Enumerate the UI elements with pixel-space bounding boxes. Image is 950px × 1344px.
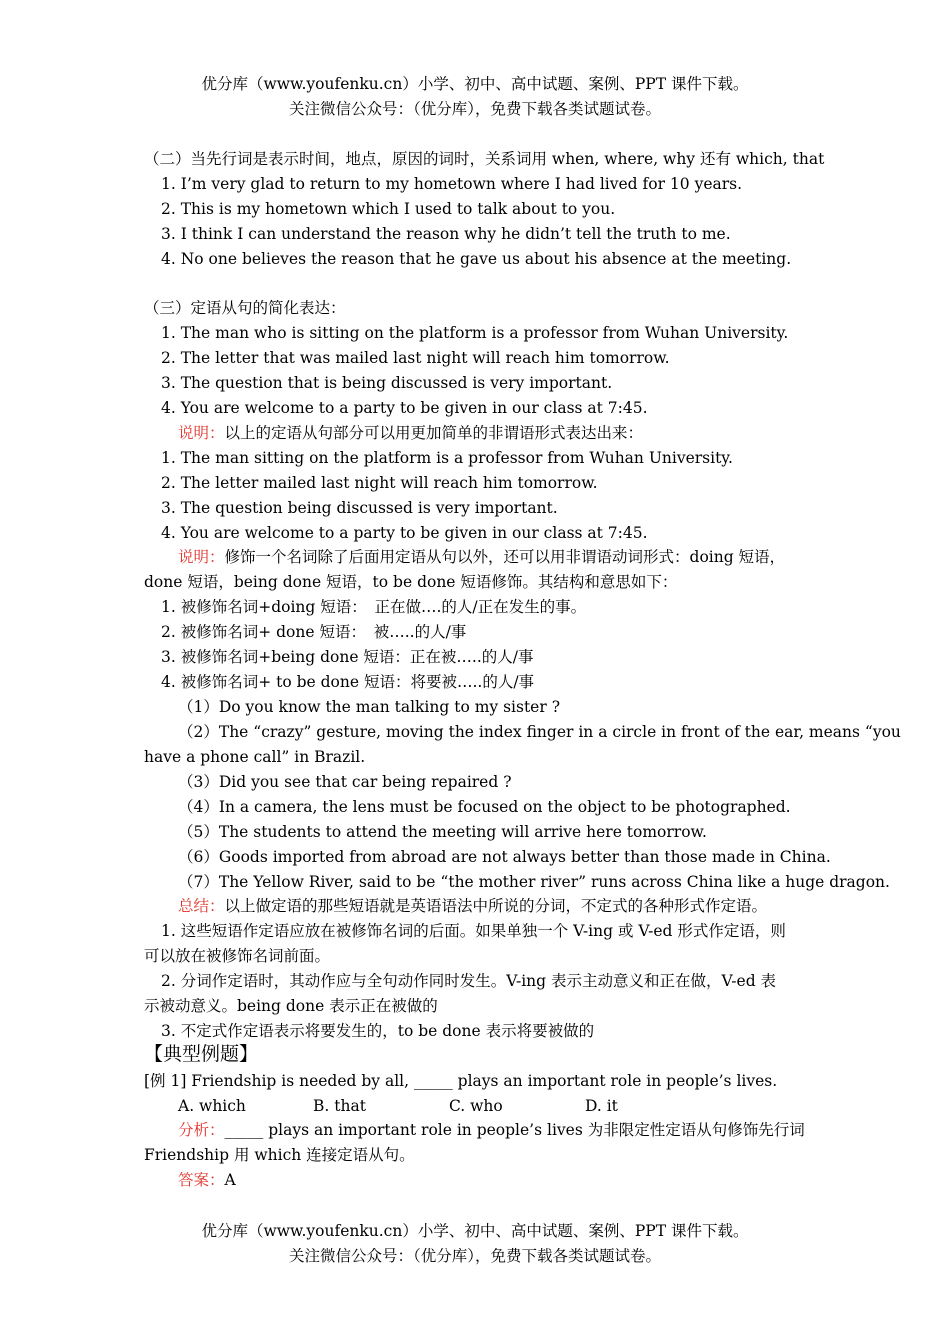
structure-item: 2. 被修饰名词+ done 短语： 被…..的人/事 — [161, 623, 467, 641]
section-3-item: 2. The letter that was mailed last night will reach him tomorrow. — [161, 349, 670, 367]
analysis-label: 分析： — [178, 1121, 225, 1139]
section-2-item: 1. I’m very glad to return to my hometown where I had lived for 10 years. — [161, 175, 743, 193]
section-3-item: 4. You are welcome to a party to be given in our class at 7:45. — [161, 399, 648, 417]
note-label: 说明： — [178, 548, 225, 566]
rule-line: 示被动意义。being done 表示正在被做的 — [144, 997, 438, 1015]
footer-line-2: 关注微信公众号：（优分库），免费下载各类试题试卷。 — [288, 1247, 661, 1265]
answer-value: A — [224, 1171, 236, 1189]
option-c: C. who — [449, 1097, 503, 1115]
example-sentence: （2）The “crazy” gesture, moving the index finger in a circle in front of the ear, means “you — [178, 723, 901, 741]
section-3-item: 1. The man who is sitting on the platform is a professor from Wuhan University. — [161, 324, 789, 342]
rule-line: 1. 这些短语作定语应放在被修饰名词的后面。如果单独一个 V-ing 或 V-ed 形式作定语，则 — [161, 922, 786, 940]
simplified-item: 3. The question being discussed is very important. — [161, 499, 558, 517]
example-sentence: （1）Do you know the man talking to my sister ? — [178, 698, 560, 716]
section-2-item: 2. This is my hometown which I used to talk about to you. — [161, 200, 616, 218]
analysis — [178, 1120, 805, 1140]
section-3-title: （三）定语从句的简化表达： — [144, 299, 346, 317]
note-label: 说明： — [178, 424, 225, 442]
section-2-item: 4. No one believes the reason that he gave us about his absence at the meeting. — [161, 250, 792, 268]
note-2 — [178, 547, 785, 567]
rule-line: 2. 分词作定语时，其动作应与全句动作同时发生。V-ing 表示主动意义和正在做，V-ed 表 — [161, 972, 777, 990]
option-b: B. that — [313, 1097, 366, 1115]
example-sentence-continued: have a phone call” in Brazil. — [144, 748, 366, 766]
rule-line: 3. 不定式作定语表示将要发生的，to be done 表示将要被做的 — [161, 1022, 595, 1040]
footer-line-1: 优分库（www.youfenku.cn）小学、初中、高中试题、案例、PPT 课件下载。 — [201, 1222, 749, 1240]
section-2-item: 3. I think I can understand the reason why he didn’t tell the truth to me. — [161, 225, 731, 243]
note-2-continued: done 短语，being done 短语，to be done 短语修饰。其结构和意思如下： — [144, 573, 678, 591]
option-d: D. it — [585, 1097, 618, 1115]
summary-label: 总结： — [178, 897, 225, 915]
example-question: [例 1] Friendship is needed by all, _____ plays an important role in people’s lives. — [144, 1072, 778, 1090]
structure-item: 1. 被修饰名词+doing 短语： 正在做….的人/正在发生的事。 — [161, 598, 587, 616]
example-sentence: （7）The Yellow River, said to be “the mother river” runs across China like a huge dragon. — [178, 873, 890, 891]
section-2-title: （二）当先行词是表示时间，地点，原因的词时，关系词用 when, where, why 还有 which, that — [144, 150, 825, 168]
simplified-item: 4. You are welcome to a party to be given in our class at 7:45. — [161, 524, 648, 542]
answer — [178, 1170, 236, 1190]
example-sentence: （4）In a camera, the lens must be focused on the object to be photographed. — [178, 798, 791, 816]
note-text: 以上的定语从句部分可以用更加简单的非谓语形式表达出来： — [224, 424, 644, 442]
example-sentence: （6）Goods imported from abroad are not always better than those made in China. — [178, 848, 831, 866]
example-sentence: （5）The students to attend the meeting will arrive here tomorrow. — [178, 823, 707, 841]
option-a: A. which — [178, 1097, 246, 1115]
section-3-item: 3. The question that is being discussed is very important. — [161, 374, 613, 392]
rule-line: 可以放在被修饰名词前面。 — [144, 947, 331, 965]
note-text: 修饰一个名词除了后面用定语从句以外，还可以用非谓语动词形式：doing 短语， — [224, 548, 786, 566]
analysis-text: _____ plays an important role in people’s lives 为非限定性定语从句修饰先行词 — [224, 1121, 805, 1139]
typical-examples-title: 【典型例题】 — [144, 1043, 259, 1065]
structure-item: 4. 被修饰名词+ to be done 短语：将要被…..的人/事 — [161, 673, 535, 691]
structure-item: 3. 被修饰名词+being done 短语：正在被…..的人/事 — [161, 648, 534, 666]
header-line-1: 优分库（www.youfenku.cn）小学、初中、高中试题、案例、PPT 课件下载。 — [201, 75, 749, 93]
summary — [178, 896, 767, 916]
example-sentence: （3）Did you see that car being repaired ? — [178, 773, 512, 791]
simplified-item: 2. The letter mailed last night will reach him tomorrow. — [161, 474, 598, 492]
simplified-item: 1. The man sitting on the platform is a professor from Wuhan University. — [161, 449, 733, 467]
note-1 — [178, 423, 643, 443]
summary-text: 以上做定语的那些短语就是英语语法中所说的分词，不定式的各种形式作定语。 — [224, 897, 768, 915]
analysis-continued: Friendship 用 which 连接定语从句。 — [144, 1146, 415, 1164]
header-line-2: 关注微信公众号：（优分库），免费下载各类试题试卷。 — [288, 100, 661, 118]
answer-label: 答案： — [178, 1171, 225, 1189]
